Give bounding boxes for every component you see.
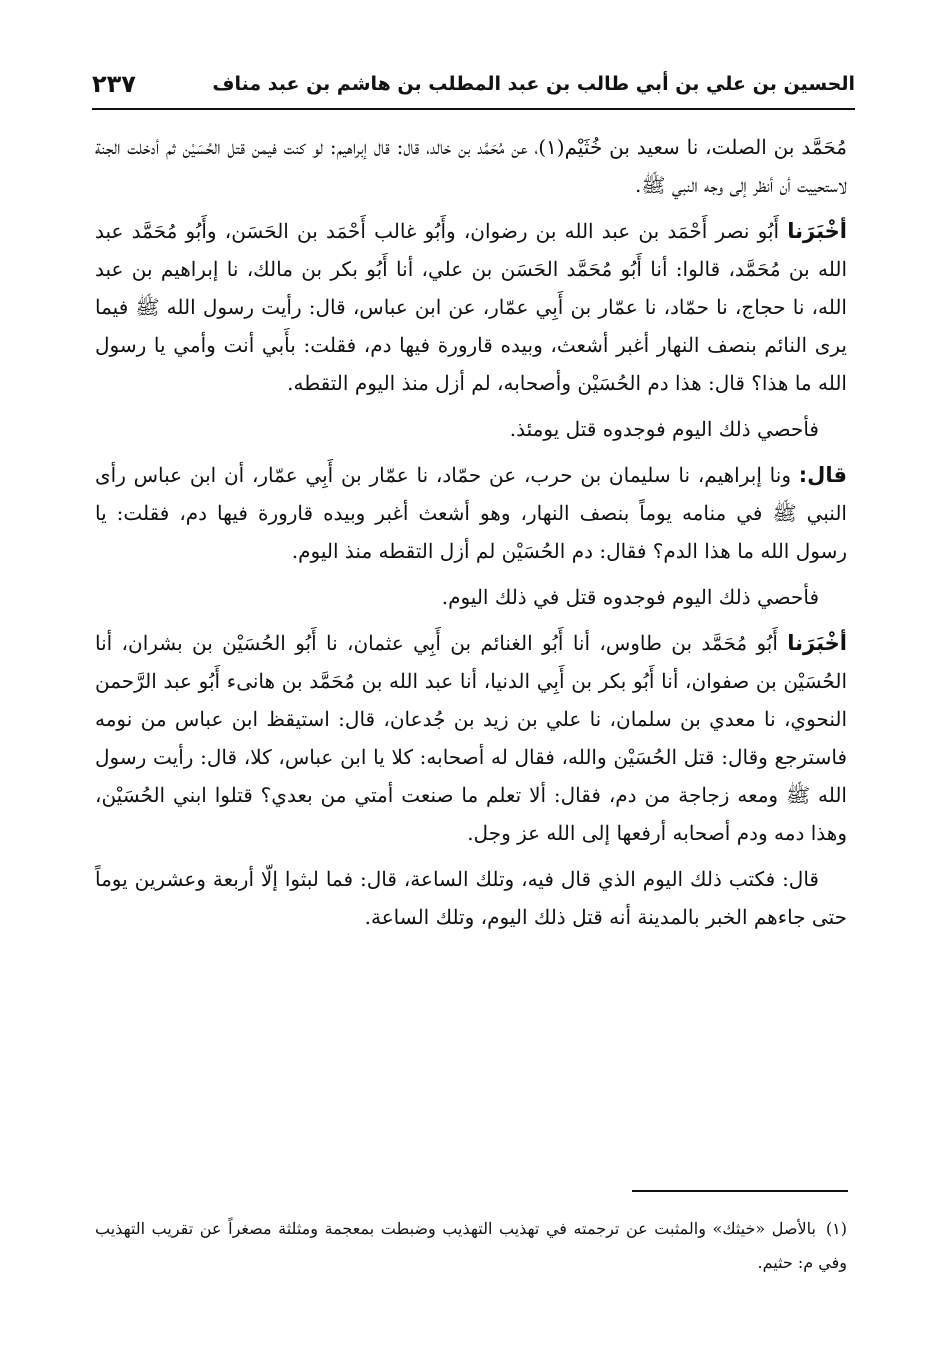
footnotes (95, 1212, 847, 1280)
paragraph-text: مُحَمَّد بن الصلت، نا سعيد بن خُثَيْم(١)، عن مُحَمَّد بن خالد، قال: قال إبراهيم: لو كنت فيمن قتل الحُسَيْن ثم أدخلت الجنة لاستحييت أن أنظر إلى وجه النبي ﷺ. (95, 135, 848, 197)
paragraph-text: أَبُو نصر أَحْمَد بن عبد الله بن رضوان، وأَبُو غالب أَحْمَد بن الحَسَن، وأَبُو مُحَمَّد عبد الله بن مُحَمَّد، قالوا: أنا أَبُو مُحَمَّد الحَسَن بن علي، أنا أَبُو بكر بن مالك، نا إبراهيم بن عبد الله، نا حجاج، نا حمّاد، نا عمّار بن أَبِي عمّار، عن ابن عباس، قال: رأيت رسول الله ﷺ فيما يرى النائم بنصف النهار أغبر أشعث، وبيده قارورة فيها دم، فقلت: بأَبي أنت وأمي يا رسول الله ما هذا؟ قال: هذا دم الحُسَيْن وأصحابه، لم أزل منذ اليوم التقطه. (95, 219, 847, 395)
paragraph-1 (95, 128, 847, 204)
page-number: ٢٣٧ (92, 70, 136, 98)
paragraph-4 (95, 456, 847, 570)
footnote-1 (95, 1212, 847, 1280)
paragraph-text: فأحصي ذلك اليوم فوجدوه قتل في ذلك اليوم. (441, 585, 819, 609)
paragraph-7 (95, 860, 847, 936)
body-text (95, 128, 847, 936)
footnote-text: بالأصل «خيثك» والمثبت عن ترجمته في تهذيب التهذيب وضبطت بمعجمة ومثلثة مصغراً عن تقريب التهذيب وفي م: حثيم. (95, 1219, 847, 1272)
paragraph-2 (95, 212, 847, 402)
footnote-separator (632, 1190, 848, 1192)
page-header (92, 62, 855, 106)
header-rule (92, 108, 855, 110)
paragraph-lead: أخْبَرَنا (787, 219, 847, 243)
paragraph-text: أَبُو مُحَمَّد بن طاوس، أنا أَبُو الغنائم بن أَبِي عثمان، نا أَبُو الحُسَيْن بن بشران، أنا الحُسَيْن بن صفوان، أنا أَبُو بكر بن أَبِي الدنيا، أنا عبد الله بن مُحَمَّد بن هانىء أَبُو عبد الرَّحمن النحوي، نا معدي بن سلمان، نا علي بن زيد بن جُدعان، قال: استيقظ ابن عباس من نومه فاسترجع وقال: قتل الحُسَيْن والله، فقال له أصحابه: كلا يا ابن عباس، كلا، قال: رأيت رسول الله ﷺ ومعه زجاجة من دم، فقال: ألا تعلم ما صنعت أمتي من بعدي؟ قتلوا ابني الحُسَيْن، وهذا دمه ودم أصحابه أرفعها إلى الله عز وجل. (95, 631, 847, 845)
running-head: الحسين بن علي بن أبي طالب بن عبد المطلب بن هاشم بن عبد مناف (212, 73, 855, 95)
paragraph-lead: قال: (798, 463, 847, 487)
paragraph-text: فأحصي ذلك اليوم فوجدوه قتل يومئذ. (509, 417, 819, 441)
paragraph-6 (95, 624, 847, 852)
paragraph-text: قال: فكتب ذلك اليوم الذي قال فيه، وتلك الساعة، قال: فما لبثوا إلّا أربعة وعشرين يوماً حتى جاءهم الخبر بالمدينة أنه قتل ذلك اليوم، وتلك الساعة. (95, 867, 847, 929)
footnote-mark: (١) (825, 1219, 847, 1238)
paragraph-5 (95, 578, 847, 616)
paragraph-lead: أخْبَرَنا (787, 631, 847, 655)
paragraph-3 (95, 410, 847, 448)
paragraph-text: ونا إبراهيم، نا سليمان بن حرب، عن حمّاد، نا عمّار بن أَبِي عمّار، أن ابن عباس رأى النبي ﷺ في منامه يوماً بنصف النهار، وهو أشعث أغبر وبيده قارورة فيها دم، فقلت: يا رسول الله ما هذا الدم؟ فقال: دم الحُسَيْن لم أزل التقطه منذ اليوم. (95, 463, 847, 563)
